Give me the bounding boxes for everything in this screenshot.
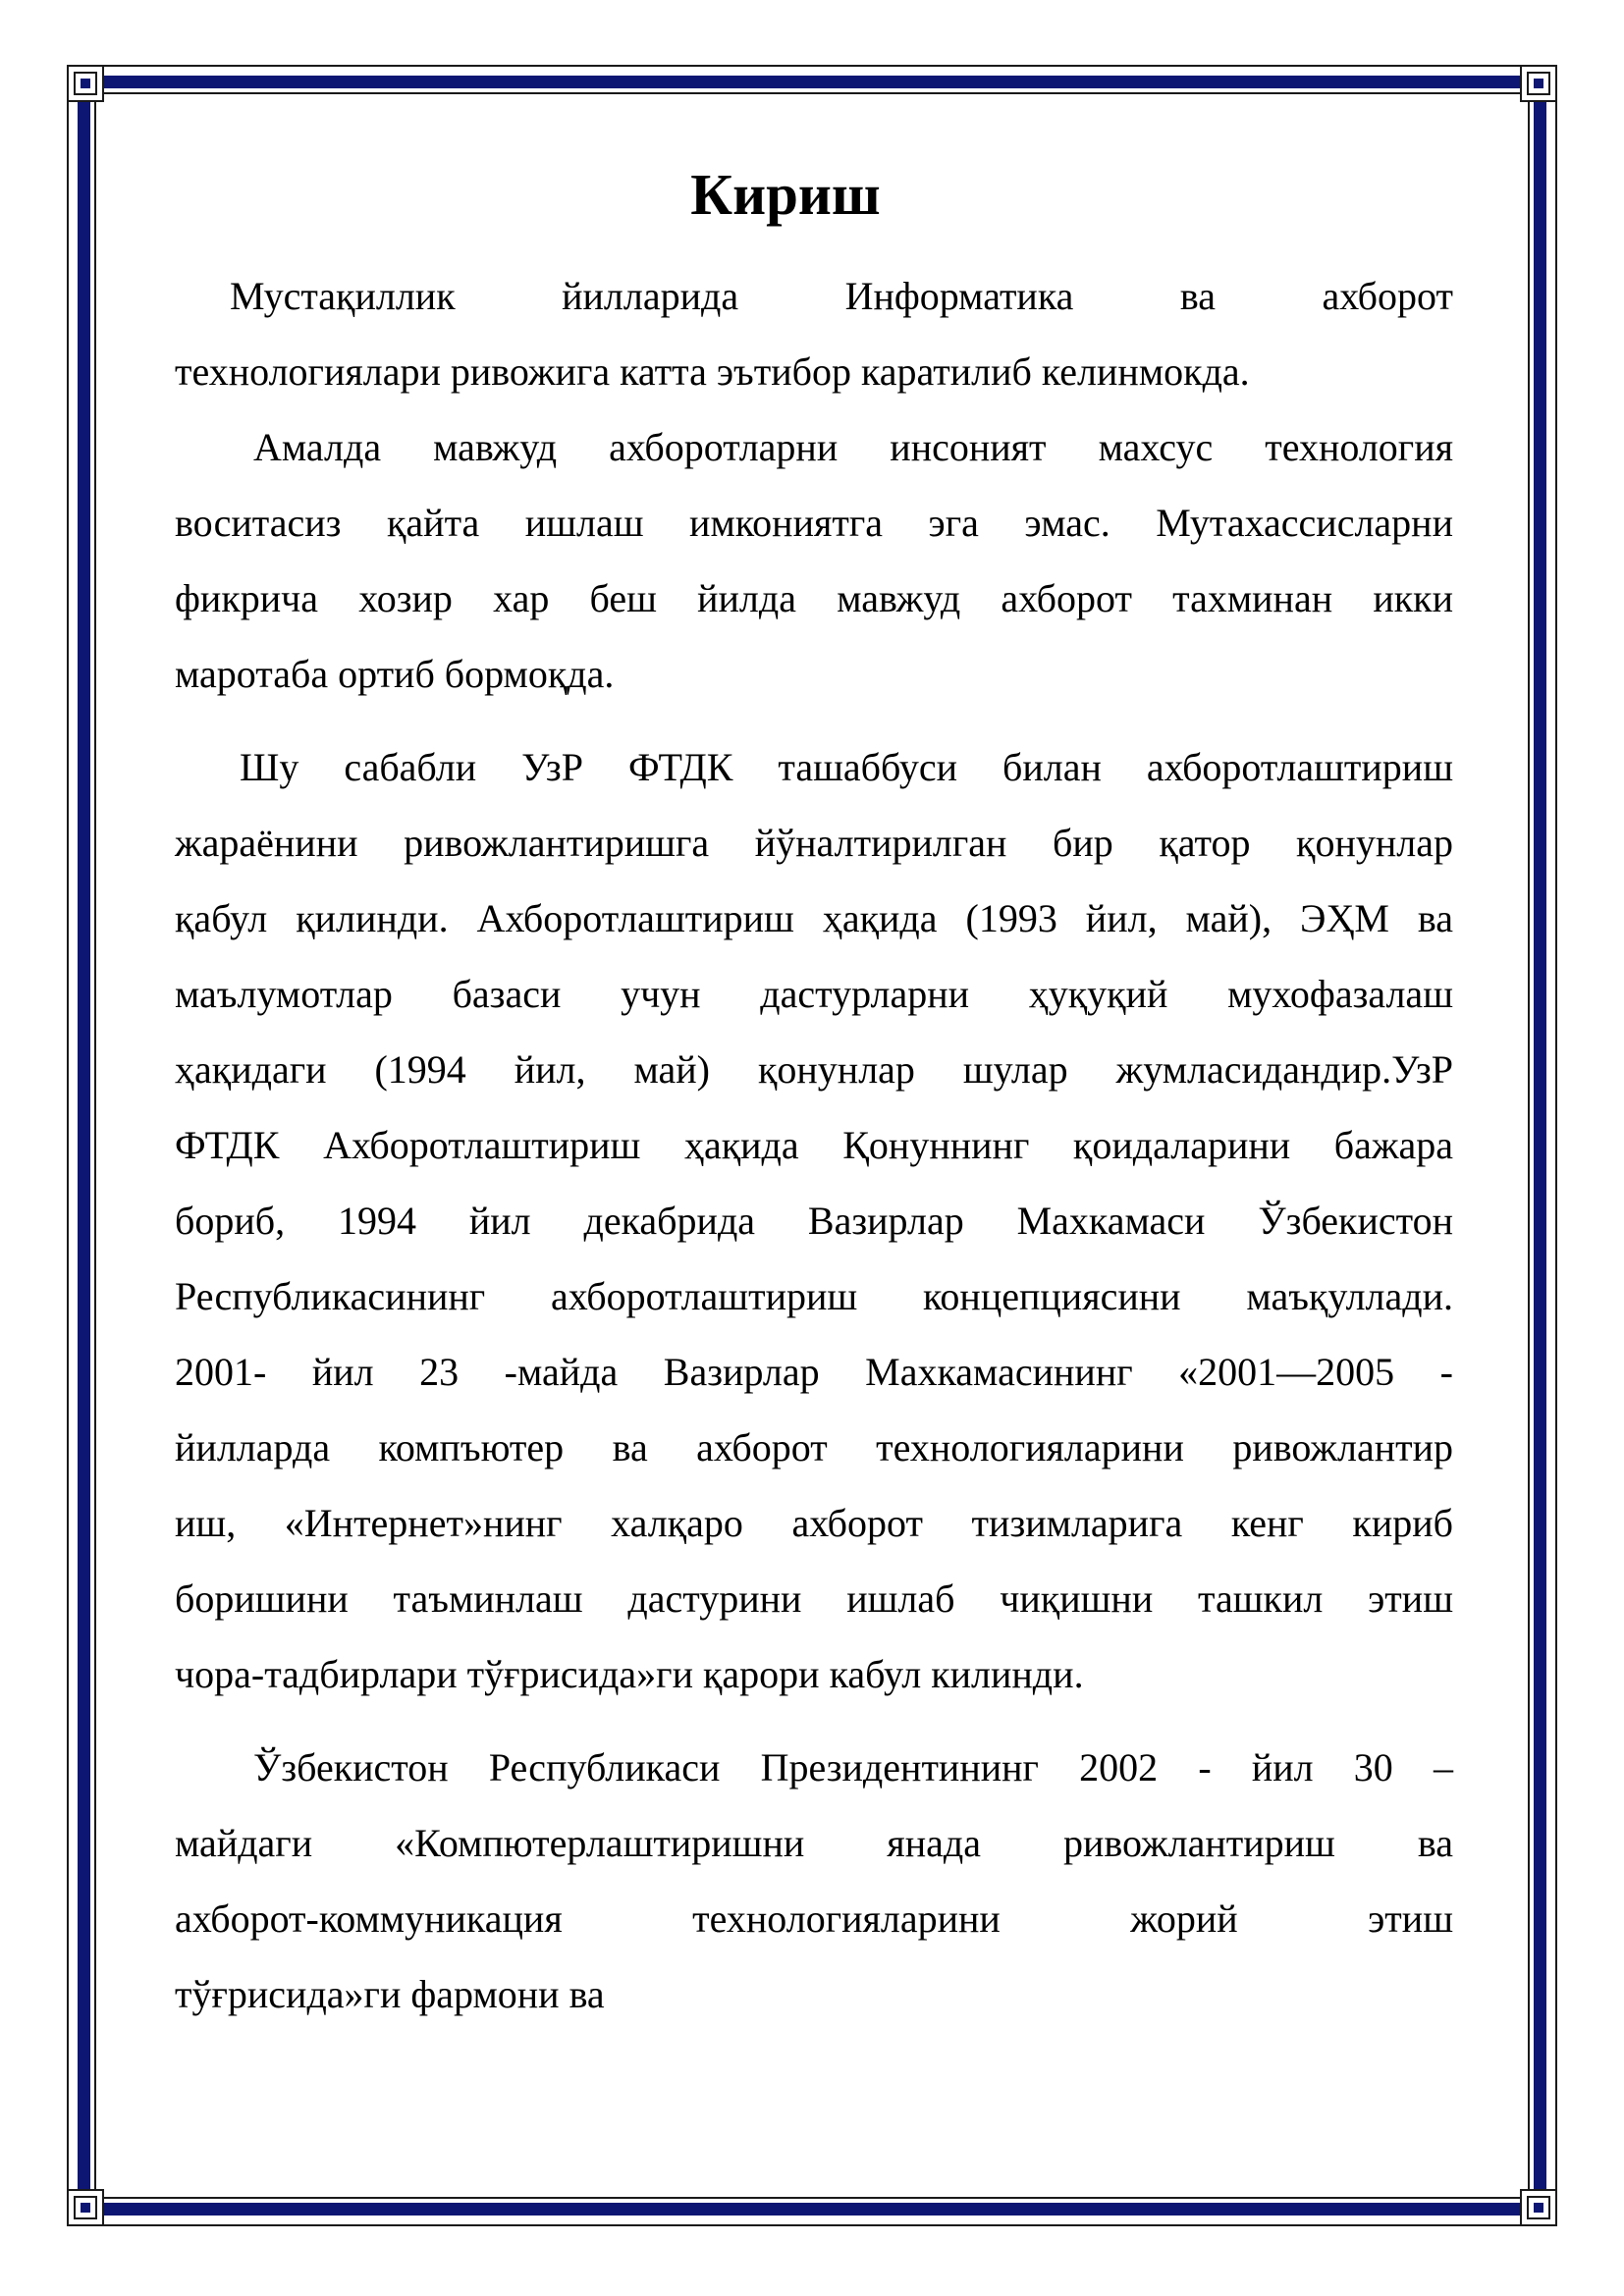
text-line: иш, «Интернет»нинг халқаро ахборот тизимларига кенг кириб — [175, 1501, 1453, 1545]
text-line: ахборот-коммуникация технологияларини жорий этиш — [175, 1896, 1453, 1941]
text-line: Мустақиллик йилларида Информатика ва ахборот — [230, 274, 1453, 318]
paragraph-1 — [175, 258, 1453, 409]
text-line: чора-тадбирлари тўғрисида»ги қарори кабул килинди. — [175, 1652, 1084, 1696]
text-line: Республикасининг ахборотлаштириш концепциясини маъқуллади. — [175, 1274, 1453, 1318]
frame-corner-ornament-top-right — [1520, 65, 1557, 102]
text-line: 2001- йил 23 -майда Вазирлар Махкамасининг «2001—2005 - — [175, 1350, 1453, 1394]
paragraph-3 — [175, 729, 1453, 1712]
page-title: Кириш — [690, 162, 881, 227]
paragraph-4 — [175, 1730, 1453, 2032]
text-line: Амалда мавжуд ахборотларни инсоният махсус технология — [253, 425, 1453, 469]
text-line: маълумотлар базаси учун дастурларни ҳуқуқий мухофазалаш — [175, 972, 1453, 1016]
text-line: йилларда компъютер ва ахборот технологияларини ривожлантир — [175, 1425, 1453, 1469]
text-line: жараёнини ривожлантиришга йўналтирилган бир қатор қонунлар — [175, 821, 1453, 865]
text-line: ҳақидаги (1994 йил, май) қонунлар шулар жумласидандир.УзР — [175, 1047, 1453, 1092]
text-line: маротаба ортиб бормоқда. — [175, 652, 615, 696]
text-line: технологиялари ривожига катта эътибор каратилиб келинмокда. — [175, 349, 1250, 394]
document-body — [175, 258, 1453, 2032]
paragraph-2 — [175, 409, 1453, 712]
text-line: ФТДК Ахборотлаштириш ҳақида Қонуннинг қоидаларини бажара — [175, 1123, 1453, 1167]
frame-corner-ornament-bottom-right — [1520, 2189, 1557, 2226]
frame-corner-ornament-top-left — [67, 65, 104, 102]
text-line: фикрича хозир хар беш йилда мавжуд ахборот тахминан икки — [175, 576, 1453, 620]
text-line: тўғрисида»ги фармони ва — [175, 1972, 605, 2016]
text-line: қабул қилинди. Ахборотлаштириш ҳақида (1993 йил, май), ЭҲМ ва — [175, 896, 1453, 940]
text-line: бориб, 1994 йил декабрида Вазирлар Махкамаси Ўзбекистон — [175, 1199, 1453, 1243]
text-line: Ўзбекистон Республикаси Президентининг 2002 - йил 30 – — [253, 1745, 1453, 1789]
text-line: Шу сабабли УзР ФТДК ташаббуси билан ахборотлаштириш — [240, 745, 1453, 789]
text-line: воситасиз қайта ишлаш имкониятга эга эмас. Мутахассисларни — [175, 501, 1453, 545]
frame-corner-ornament-bottom-left — [67, 2189, 104, 2226]
text-line: боришини таъминлаш дастурини ишлаб чиқишни ташкил этиш — [175, 1576, 1453, 1621]
text-line: майдаги «Компютерлаштиришни янада ривожлантириш ва — [175, 1821, 1453, 1865]
